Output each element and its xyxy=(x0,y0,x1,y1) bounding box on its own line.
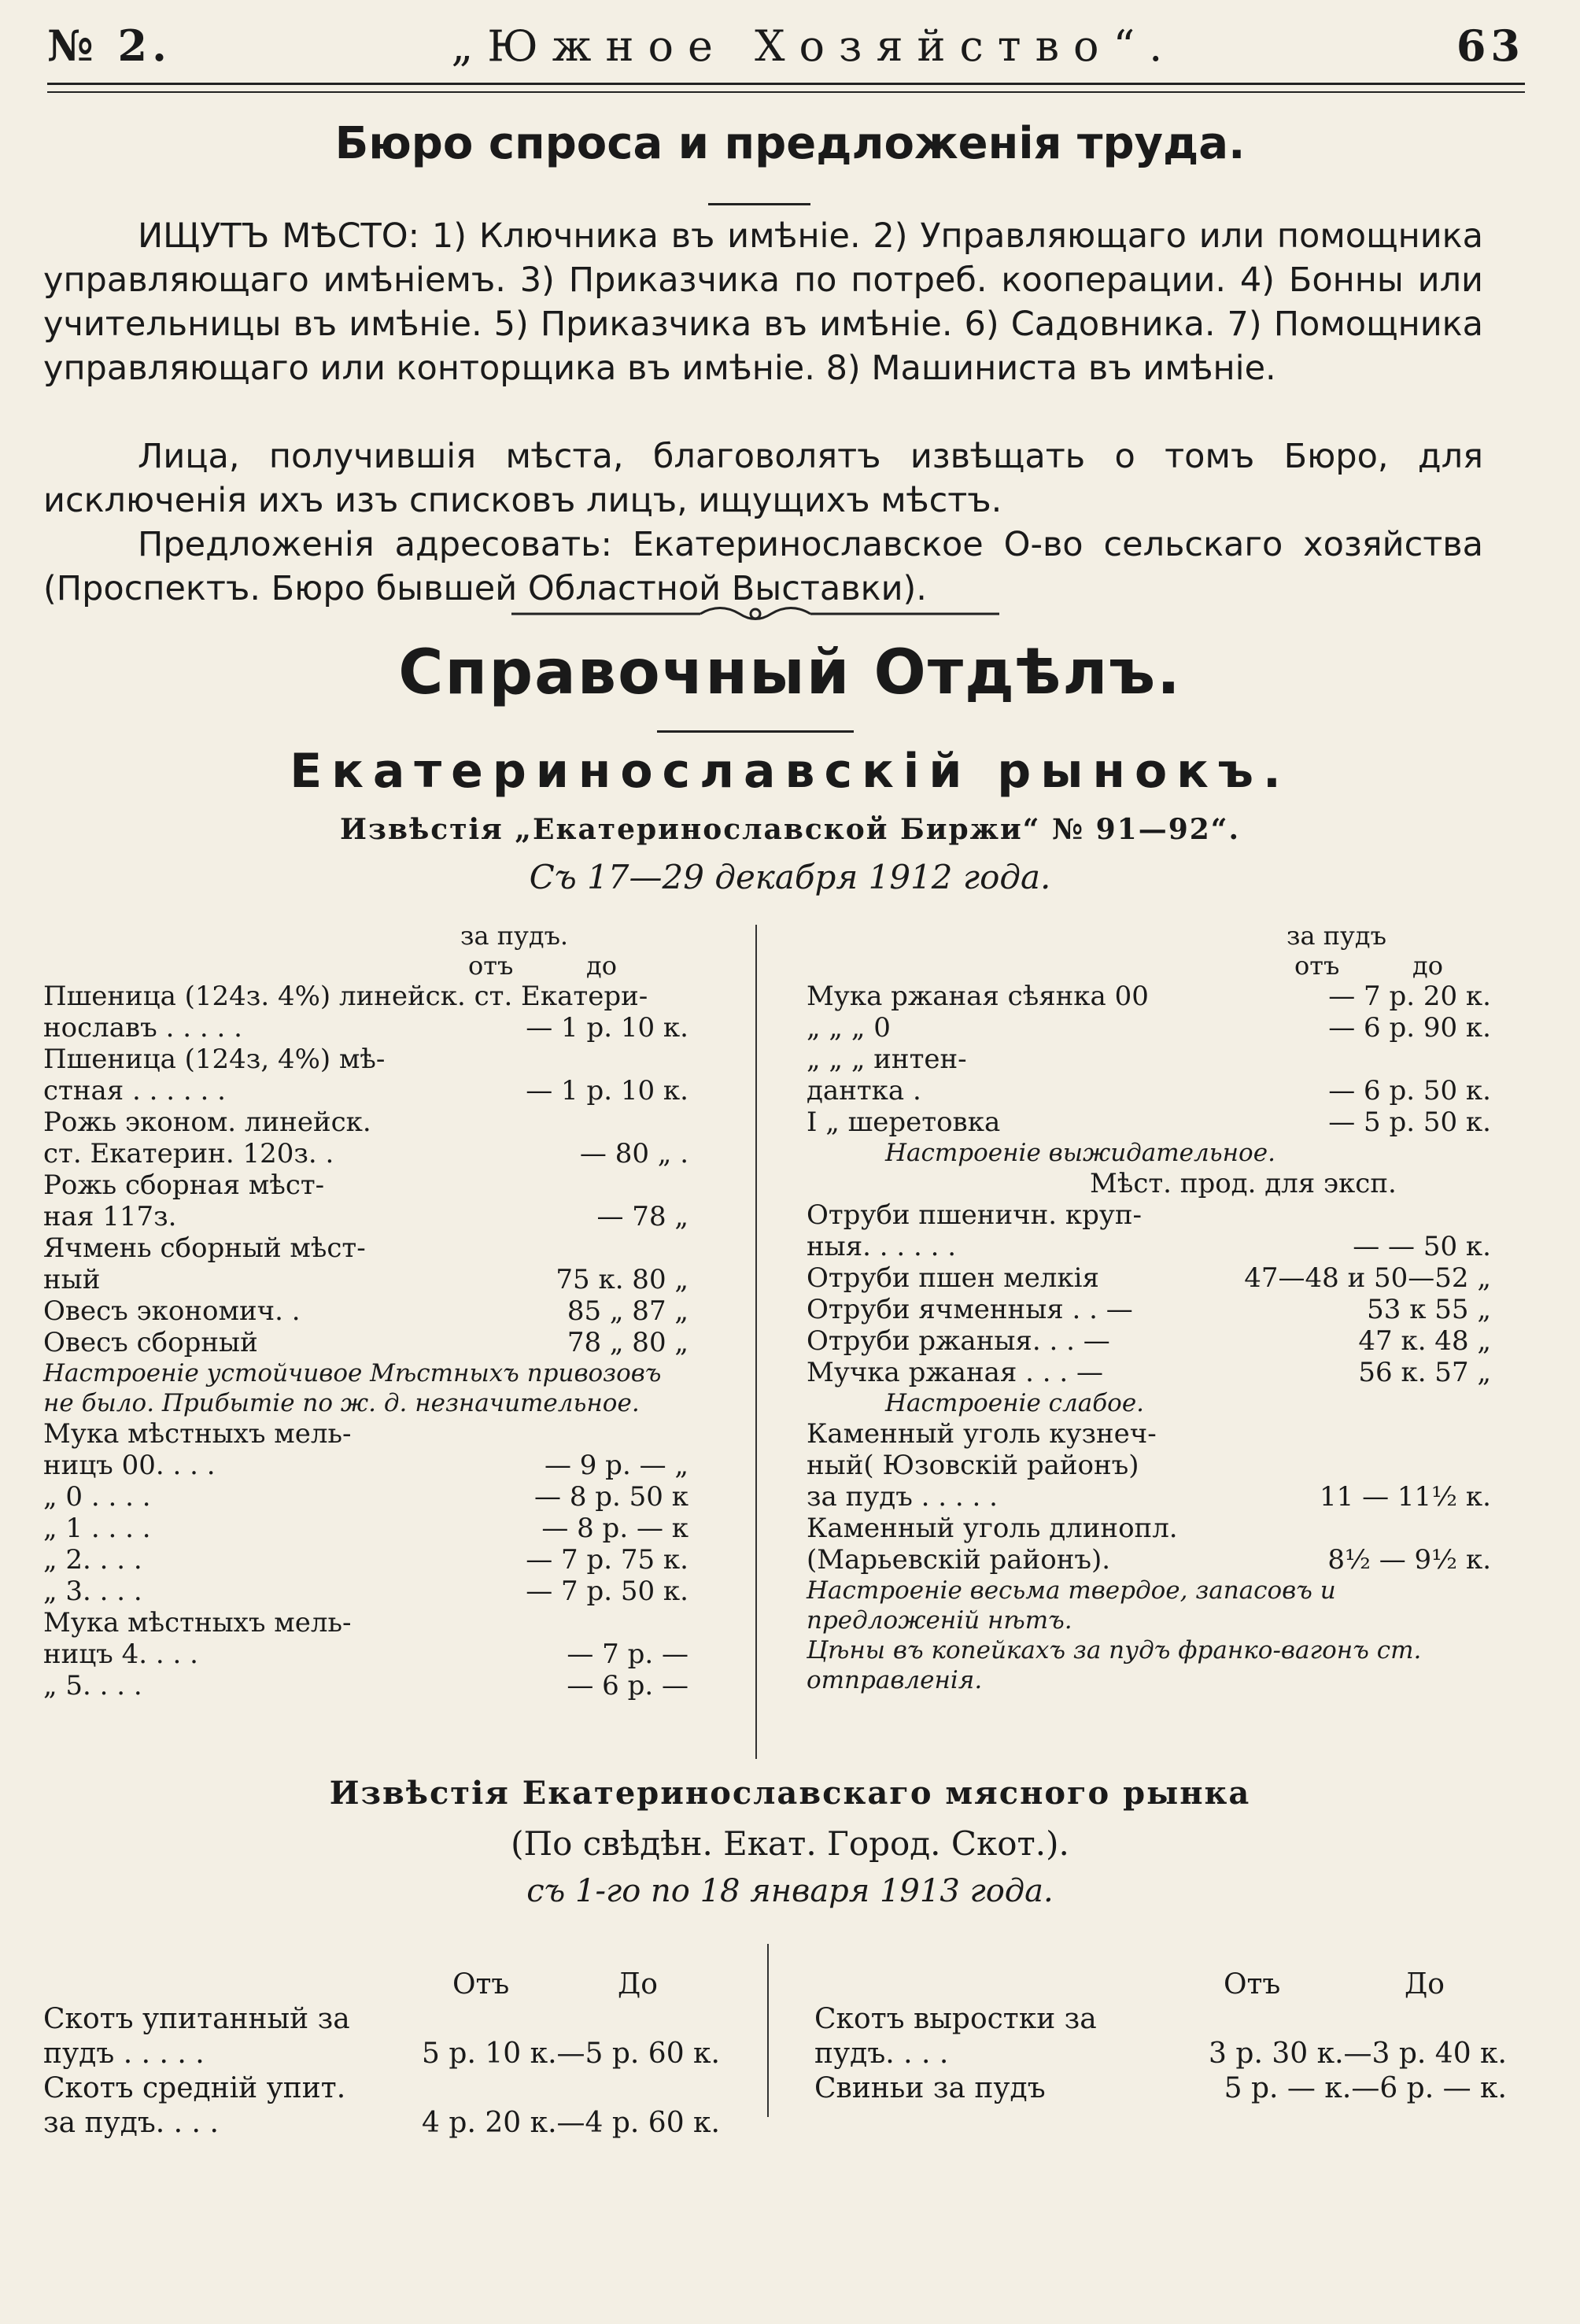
price-row-value: — 7 р. 75 к. xyxy=(526,1544,688,1576)
price-row-value: 8½ — 9½ к. xyxy=(1327,1544,1491,1576)
journal-title: „Южное Хозяйство“. xyxy=(451,21,1177,71)
price-row xyxy=(807,1513,1491,1544)
price-row-value: — 9 р. — „ xyxy=(544,1450,688,1481)
ornament-divider xyxy=(511,602,999,626)
price-row xyxy=(807,1418,1491,1450)
price-row-value: — 80 „ . xyxy=(579,1138,688,1169)
meat-period: съ 1-го по 18 января 1913 года. xyxy=(526,1873,1054,1909)
price-row-label: Скотъ упитанный за xyxy=(43,2003,350,2035)
price-row xyxy=(43,2037,720,2071)
meat-right-from: Отъ xyxy=(1224,1968,1281,2001)
price-row xyxy=(43,1670,688,1701)
price-row xyxy=(43,1169,688,1201)
bureau-paragraph-3: Предложенія адресовать: Екатеринославское О-во сельскаго хозяйства (Проспектъ. Бюро бывшей Областной Выставки). xyxy=(43,525,1483,608)
price-row xyxy=(43,1295,688,1327)
price-row xyxy=(43,1639,688,1670)
price-row xyxy=(807,1012,1491,1044)
price-row-label: Свиньи за пудъ xyxy=(814,2072,1046,2104)
price-row xyxy=(814,2071,1507,2106)
issue-number: № 2. xyxy=(47,20,172,71)
price-row-label: ный xyxy=(43,1264,101,1295)
price-row-label: Овесъ экономич. . xyxy=(43,1295,301,1327)
market-period: Съ 17—29 декабря 1912 года. xyxy=(529,858,1051,896)
price-row-label: „ 2. . . . xyxy=(43,1544,142,1576)
price-row-label: Мучка ржаная . . . — xyxy=(807,1357,1103,1388)
price-row xyxy=(807,1294,1491,1325)
price-row-label: дантка . xyxy=(807,1075,921,1107)
price-row xyxy=(814,2037,1507,2071)
right-price-note: Цѣны въ копейкахъ за пудъ франко-вагонъ ст. отправленія. xyxy=(807,1636,1422,1694)
price-row xyxy=(43,1450,688,1481)
price-row-label: Мука мѣстныхъ мель- xyxy=(43,1418,352,1450)
price-row xyxy=(43,1327,688,1358)
price-row-label: „ „ „ интен- xyxy=(807,1044,967,1075)
price-row-value: — 7 р. — xyxy=(567,1639,688,1670)
price-row-label: нославъ . . . . . xyxy=(43,1012,242,1044)
left-unit-header: за пудъ. xyxy=(460,921,569,951)
price-row-label: „ 3. . . . xyxy=(43,1576,142,1607)
price-row-value: 47—48 и 50—52 „ xyxy=(1244,1262,1491,1294)
market-source: Извѣстія „Екатеринославской Биржи“ № 91—92“. xyxy=(339,813,1241,846)
price-row xyxy=(43,2002,720,2037)
right-mood-note-1: Настроеніе выжидательное. xyxy=(885,1139,1275,1167)
right-coal-list xyxy=(807,1418,1491,1576)
price-row-value: 11 — 11½ к. xyxy=(1320,1481,1491,1513)
price-row xyxy=(807,1450,1491,1481)
price-row-label: Скотъ выростки за xyxy=(814,2003,1097,2035)
price-row-label: Отруби ячменныя . . — xyxy=(807,1294,1133,1325)
left-flour-list xyxy=(43,1418,688,1701)
price-row-value: — 8 р. — к xyxy=(541,1513,688,1544)
meat-title: Извѣстія Екатеринославскаго мясного рынка xyxy=(329,1775,1251,1812)
price-row-label: Овесъ сборный xyxy=(43,1327,258,1358)
price-row-label: „ „ „ 0 xyxy=(807,1012,891,1044)
price-row-value: — 5 р. 50 к. xyxy=(1328,1107,1491,1138)
running-head xyxy=(47,20,1525,71)
price-row xyxy=(43,1201,688,1232)
price-row-label: Отруби пшеничн. круп- xyxy=(807,1199,1143,1231)
right-mood-note-2: Настроеніе слабое. xyxy=(885,1389,1145,1417)
left-range-header xyxy=(43,951,681,981)
price-row xyxy=(43,1544,688,1576)
price-row-value: — 6 р. 50 к. xyxy=(1328,1075,1491,1107)
price-row-label: ный( Юзовскій районъ) xyxy=(807,1450,1139,1481)
price-row xyxy=(43,1513,688,1544)
price-row xyxy=(807,1075,1491,1107)
reference-rule xyxy=(657,730,854,733)
right-mood-note-3: Настроеніе весьма твердое, запасовъ и предложеній нѣтъ. xyxy=(807,1576,1336,1635)
price-row-label: Пшеница (124з. 4%) линейск. ст. Екатери- xyxy=(43,981,648,1012)
price-row xyxy=(807,1044,1491,1075)
price-row-label: ницъ 4. . . . xyxy=(43,1639,198,1670)
price-row-label: Мука мѣстныхъ мель- xyxy=(43,1607,352,1639)
page-number: 63 xyxy=(1456,20,1525,71)
price-row xyxy=(43,1075,688,1107)
meat-right-column xyxy=(814,1967,1507,2106)
price-row-value: 78 „ 80 „ xyxy=(567,1327,688,1358)
price-row-value: 85 „ 87 „ xyxy=(567,1295,688,1327)
meat-left-column xyxy=(43,1967,720,2141)
bureau-title: Бюро спроса и предложенія труда. xyxy=(334,118,1246,169)
left-price-list xyxy=(43,981,688,1358)
meat-left-list xyxy=(43,2002,720,2141)
meat-left-header xyxy=(43,1967,720,2002)
header-rule xyxy=(47,83,1525,85)
price-row-label: ницъ 00. . . . xyxy=(43,1450,216,1481)
price-row-label: Скотъ средній упит. xyxy=(43,2072,346,2104)
right-range-header xyxy=(807,951,1491,981)
price-row-value: 56 к. 57 „ xyxy=(1358,1357,1491,1388)
market-right-column xyxy=(807,921,1491,1695)
price-row-value: — 7 р. 50 к. xyxy=(526,1576,688,1607)
price-row xyxy=(807,1357,1491,1388)
price-row xyxy=(43,1138,688,1169)
price-row-label: „ 5. . . . xyxy=(43,1670,142,1701)
meat-left-to: До xyxy=(618,1968,658,2001)
right-rye-flour-list xyxy=(807,981,1491,1138)
price-row xyxy=(43,1264,688,1295)
price-row-label: ная 117з. xyxy=(43,1201,177,1232)
price-row xyxy=(814,2002,1507,2037)
price-row xyxy=(807,1262,1491,1294)
meat-right-header xyxy=(814,1967,1507,2002)
right-to-label: до xyxy=(1412,951,1443,981)
price-row-value: 75 к. 80 „ xyxy=(556,1264,688,1295)
price-row xyxy=(43,1012,688,1044)
right-from-label: отъ xyxy=(1294,951,1340,981)
price-row-label: ныя. . . . . . xyxy=(807,1231,957,1262)
market-title: Екатеринославскій рынокъ. xyxy=(290,744,1290,799)
price-row-label: за пудъ. . . . xyxy=(43,2107,219,2139)
price-row xyxy=(807,1199,1491,1231)
price-row xyxy=(43,1607,688,1639)
price-row-label: „ 0 . . . . xyxy=(43,1481,151,1513)
price-row-value: 4 р. 20 к.—4 р. 60 к. xyxy=(422,2107,720,2139)
left-mood-note: Настроеніе устойчивое Мѣстныхъ привозовъ не было. Прибытіе по ж. д. незначительное. xyxy=(43,1359,662,1417)
price-row xyxy=(43,2071,720,2106)
price-row-label: стная . . . . . . xyxy=(43,1075,226,1107)
price-row-value: 47 к. 48 „ xyxy=(1358,1325,1491,1357)
price-row xyxy=(807,1544,1491,1576)
left-to-label: до xyxy=(586,951,617,981)
price-row xyxy=(43,2106,720,2141)
price-row-label: I „ шеретовка xyxy=(807,1107,1001,1138)
right-bran-list xyxy=(807,1199,1491,1388)
price-row xyxy=(43,1107,688,1138)
meat-right-list xyxy=(814,2002,1507,2106)
price-row xyxy=(43,1418,688,1450)
price-row-value: 5 р. 10 к.—5 р. 60 к. xyxy=(422,2038,720,2070)
column-divider xyxy=(755,925,757,1759)
price-row-label: „ 1 . . . . xyxy=(43,1513,151,1544)
price-row xyxy=(807,1325,1491,1357)
price-row-label: Пшеница (124з, 4%) мѣ- xyxy=(43,1044,386,1075)
header-rule-thin xyxy=(47,91,1525,93)
right-unit-header: за пудъ xyxy=(1287,921,1386,951)
price-row-label: Каменный уголь длинопл. xyxy=(807,1513,1178,1544)
price-row xyxy=(807,1107,1491,1138)
price-row-value: — 1 р. 10 к. xyxy=(526,1075,688,1107)
title-rule xyxy=(708,203,810,205)
price-row-label: Рожь сборная мѣст- xyxy=(43,1169,325,1201)
price-row-label: пудъ . . . . . xyxy=(43,2038,205,2070)
bureau-paragraph-2: Лица, получившія мѣста, благоволятъ извѣщать о томъ Бюро, для исключенія ихъ изъ списковъ лицъ, ищущихъ мѣстъ. xyxy=(43,437,1483,520)
reference-title: Справочный Отдѣлъ. xyxy=(398,637,1182,708)
price-row xyxy=(807,1481,1491,1513)
meat-left-from: Отъ xyxy=(452,1968,510,2001)
left-from-label: отъ xyxy=(468,951,514,981)
price-row xyxy=(807,1231,1491,1262)
price-row-value: — 1 р. 10 к. xyxy=(526,1012,688,1044)
price-row-value: 3 р. 30 к.—3 р. 40 к. xyxy=(1209,2038,1507,2070)
price-row-value: 5 р. — к.—6 р. — к. xyxy=(1224,2072,1507,2104)
market-left-column xyxy=(43,921,688,1701)
price-row xyxy=(43,1044,688,1075)
price-row-label: Отруби пшен мелкія xyxy=(807,1262,1099,1294)
price-row xyxy=(43,1576,688,1607)
price-row-value: — 6 р. 90 к. xyxy=(1328,1012,1491,1044)
price-row-label: Отруби ржаныя. . . — xyxy=(807,1325,1110,1357)
meat-right-to: До xyxy=(1405,1968,1445,2001)
meat-column-divider xyxy=(767,1944,769,2117)
price-row-value: — 8 р. 50 к xyxy=(534,1481,688,1513)
price-row-value: — 7 р. 20 к. xyxy=(1328,981,1491,1012)
price-row xyxy=(43,1481,688,1513)
price-row-label: ст. Екатерин. 120з. . xyxy=(43,1138,334,1169)
price-row-label: Ячмень сборный мѣст- xyxy=(43,1232,366,1264)
right-export-subheader: Мѣст. прод. для эксп. xyxy=(1090,1168,1397,1199)
price-row-label: (Марьевскій районъ). xyxy=(807,1544,1111,1576)
price-row-value: 53 к 55 „ xyxy=(1367,1294,1491,1325)
price-row-value: — 78 „ xyxy=(596,1201,688,1232)
meat-source: (По свѣдѣн. Екат. Город. Скот.). xyxy=(511,1824,1069,1863)
price-row xyxy=(43,1232,688,1264)
price-row xyxy=(43,981,688,1012)
price-row-label: Каменный уголь кузнеч- xyxy=(807,1418,1157,1450)
price-row-label: за пудъ . . . . . xyxy=(807,1481,998,1513)
price-row-label: пудъ. . . . xyxy=(814,2038,949,2070)
price-row xyxy=(807,981,1491,1012)
price-row-label: Мука ржаная сѣянка 00 xyxy=(807,981,1149,1012)
price-row-label: Рожь эконом. линейск. xyxy=(43,1107,371,1138)
price-row-value: — — 50 к. xyxy=(1353,1231,1491,1262)
bureau-paragraph-1: ИЩУТЪ МѢСТО: 1) Ключника въ имѣніе. 2) Управляющаго или помощника управляющаго имѣніемъ. 3) Приказчика по потреб. кооперации. 4) Бонны или учительницы въ имѣніе. 5) Приказчика въ имѣніе. 6) Садовника. 7) Помощника управляющаго или конторщика въ имѣніе. 8) Машиниста въ имѣніе. xyxy=(43,216,1483,388)
price-row-value: — 6 р. — xyxy=(567,1670,688,1701)
